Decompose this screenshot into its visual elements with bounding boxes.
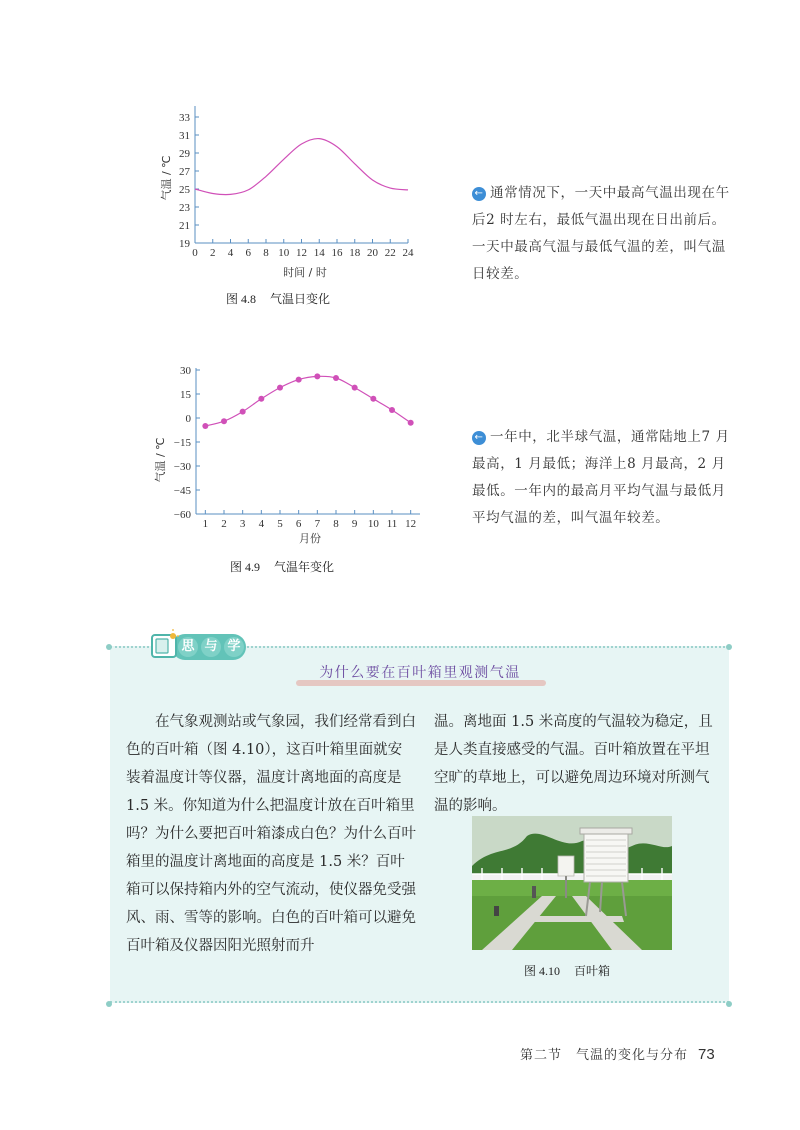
think-right-text: 温。离地面 1.5 米高度的气温较为稳定，且是人类直接感受的气温。百叶箱放置在平坦空旷的草地上，可以避免周边环境对所测气温的影响。 [434, 714, 713, 814]
x-tick-label: 16 [331, 247, 343, 259]
x-tick-label: 10 [367, 518, 379, 530]
x-tick-label: 9 [351, 518, 358, 530]
think-tab [148, 628, 248, 662]
think-left-column [126, 708, 416, 960]
x-tick-label: 11 [386, 518, 398, 530]
chart-daily-temperature [150, 100, 430, 285]
x-tick-label: 6 [245, 247, 251, 259]
chart-annual-temperature [148, 362, 438, 550]
x-tick-label: 0 [192, 247, 198, 259]
x-tick-label: 12 [405, 518, 417, 530]
data-point [352, 385, 358, 391]
data-point [408, 420, 414, 426]
fig49-caption-text: 气温年变化 [274, 560, 335, 574]
x-tick-label: 14 [313, 247, 325, 259]
x-tick-label: 8 [263, 247, 269, 259]
y-tick-label: −60 [173, 509, 191, 521]
page-number: 73 [698, 1046, 715, 1063]
think-title: 为什么要在百叶箱里观测气温 [319, 665, 521, 681]
fig410-caption-text: 百叶箱 [574, 964, 611, 978]
data-point [240, 409, 246, 415]
footer-section-title: 第二节 气温的变化与分布 [520, 1048, 689, 1063]
fig48-caption-text: 气温日变化 [270, 292, 331, 306]
y-tick-label: 29 [179, 148, 190, 160]
data-point [202, 423, 208, 429]
fig410-caption-number: 图 4.10 [524, 964, 561, 978]
x-tick-label: 2 [210, 247, 216, 259]
page-footer [520, 1044, 715, 1063]
fig48-caption-number: 图 4.8 [226, 292, 257, 306]
x-tick-label: 22 [384, 247, 396, 259]
y-tick-label: 25 [179, 184, 190, 196]
note-daily-range [472, 180, 730, 288]
x-tick-label: 20 [367, 247, 378, 259]
x-tick-label: 4 [227, 247, 234, 259]
y-tick-label: 19 [179, 238, 190, 250]
y-tick-label: 0 [185, 413, 191, 425]
y-tick-label: −30 [173, 461, 191, 473]
x-tick-label: 3 [239, 518, 246, 530]
c2-xlabel: 月份 [299, 532, 321, 545]
y-tick-label: 30 [180, 365, 191, 377]
box-dot [106, 644, 112, 650]
book-icon [148, 628, 182, 662]
x-tick-label: 8 [333, 518, 339, 530]
arrow-left-icon: ← [472, 187, 486, 201]
data-point [296, 377, 302, 383]
x-tick-label: 10 [278, 247, 290, 259]
think-left-text: 在气象观测站或气象园，我们经常看到白色的百叶箱（图 4.10），这百叶箱里面就安装着温度计等仪器，温度计离地面的高度是 1.5 米。你知道为什么把温度计放在百叶箱里吗？为什么要把百叶箱漆成白色？为什么百叶箱里的温度计离地面的高度是 1.5 米？百叶箱可以保持箱内外的空气流动，使仪器免受强风、雨、雪等的影响。白色的百叶箱可以避免百叶箱及仪器因阳光照射而升 [126, 714, 416, 954]
y-tick-label: 27 [179, 166, 190, 178]
x-tick-label: 2 [221, 518, 227, 530]
x-tick-label: 1 [202, 518, 209, 530]
tab-char: 思 [178, 637, 198, 657]
fig49-caption [230, 558, 334, 575]
x-tick-label: 6 [295, 518, 302, 530]
y-tick-label: 33 [179, 112, 190, 124]
y-tick-label: 31 [179, 130, 190, 142]
note-annual-range [472, 424, 730, 532]
box-dot [726, 644, 732, 650]
y-tick-label: −15 [173, 437, 191, 449]
tab-char: 与 [201, 637, 221, 657]
fig410-caption [524, 962, 610, 979]
fig49-caption-number: 图 4.9 [230, 560, 261, 574]
y-tick-label: 23 [179, 202, 190, 214]
y-tick-label: 21 [179, 220, 190, 232]
c1-ylabel: 气温 / ℃ [160, 155, 173, 201]
x-tick-label: 5 [277, 518, 283, 530]
data-point [258, 396, 264, 402]
temperature-line [205, 376, 410, 426]
data-point [333, 375, 339, 381]
think-right-column [434, 708, 718, 820]
x-tick-label: 12 [296, 247, 307, 259]
data-point [389, 407, 395, 413]
x-tick-label: 4 [258, 518, 265, 530]
c1-xlabel: 时间 / 时 [283, 266, 327, 279]
data-point [314, 373, 320, 379]
x-tick-label: 24 [402, 247, 414, 259]
y-tick-label: 15 [180, 389, 191, 401]
note-daily-range-text: 通常情况下，一天中最高气温出现在午后2 时左右，最低气温出现在日出前后。一天中最高气温与最低气温的差，叫气温日较差。 [472, 185, 730, 282]
tab-char: 学 [224, 637, 244, 657]
arrow-left-icon: ← [472, 431, 486, 445]
note-annual-range-text: 一年中，北半球气温，通常陆地上7 月最高，1 月最低；海洋上8 月最高，2 月最低。一年内的最高月平均气温与最低月平均气温的差，叫气温年较差。 [472, 429, 730, 526]
stevenson-screen-photo [472, 816, 672, 950]
data-point [277, 385, 283, 391]
x-tick-label: 7 [314, 518, 321, 530]
c2-ylabel: 气温 / ℃ [154, 437, 167, 483]
fig48-caption [226, 290, 330, 307]
data-point [221, 418, 227, 424]
box-dot [726, 1001, 732, 1007]
temperature-line [195, 139, 408, 195]
box-dot [106, 1001, 112, 1007]
x-tick-label: 18 [349, 247, 361, 259]
y-tick-label: −45 [173, 485, 191, 497]
data-point [370, 396, 376, 402]
